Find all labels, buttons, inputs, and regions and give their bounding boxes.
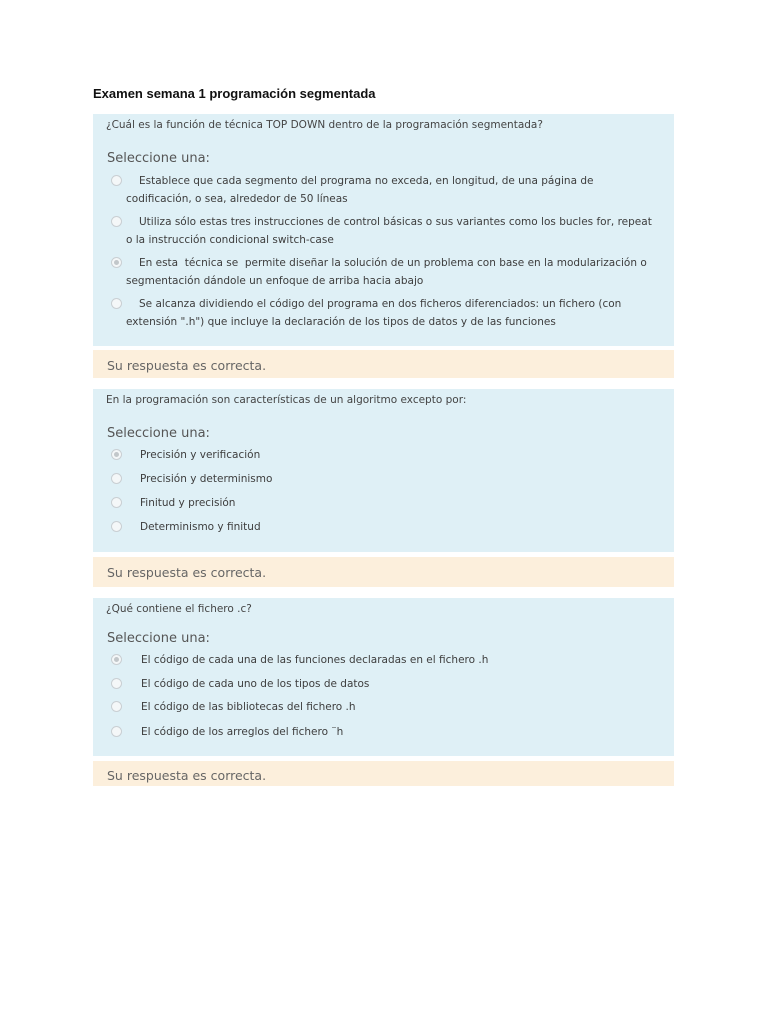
radio-button[interactable]: [111, 678, 122, 689]
radio-button-checked[interactable]: [111, 654, 122, 665]
radio-button[interactable]: [111, 175, 122, 186]
answer-option[interactable]: [111, 172, 660, 208]
option-text: El código de cada una de las funciones declaradas en el fichero .h: [141, 654, 489, 666]
question-prompt: ¿Cuál es la función de técnica TOP DOWN dentro de la programación segmentada?: [106, 119, 543, 131]
radio-button[interactable]: [111, 298, 122, 309]
question-prompt: ¿Qué contiene el fichero .c?: [106, 603, 252, 615]
radio-button-checked[interactable]: [111, 449, 122, 460]
option-text: El código de los arreglos del fichero ¨h: [141, 726, 344, 738]
feedback-text: Su respuesta es correcta.: [107, 358, 267, 373]
answer-option[interactable]: [111, 698, 660, 716]
option-text: Utiliza sólo estas tres instrucciones de control básicas o sus variantes como los bucles for, repeat o la instrucción condicional switch-case: [126, 216, 656, 246]
question-card: [93, 114, 674, 346]
radio-button[interactable]: [111, 216, 122, 227]
radio-button-checked[interactable]: [111, 257, 122, 268]
feedback-banner: [93, 761, 674, 786]
radio-button[interactable]: [111, 726, 122, 737]
answer-option[interactable]: [111, 723, 660, 741]
question-prompt: En la programación son características de un algoritmo excepto por:: [106, 394, 467, 406]
answer-option-selected[interactable]: [111, 651, 660, 669]
answer-option-selected[interactable]: [111, 446, 660, 464]
feedback-text: Su respuesta es correcta.: [107, 768, 267, 783]
option-text: Finitud y precisión: [140, 497, 236, 509]
select-label: Seleccione una:: [107, 151, 210, 166]
option-text: En esta técnica se permite diseñar la solución de un problema con base en la modularización o segmentación dándole un enfoque de arriba hacia abajo: [126, 257, 651, 287]
select-label: Seleccione una:: [107, 426, 210, 441]
answer-option[interactable]: [111, 518, 660, 536]
option-text: Se alcanza dividiendo el código del programa en dos ficheros diferenciados: un fichero (con extensión ".h") que incluye la declaración de los tipos de datos y de las funciones: [126, 298, 625, 328]
answer-option-selected[interactable]: [111, 254, 660, 290]
option-text: Determinismo y finitud: [140, 521, 261, 533]
page-title: Examen semana 1 programación segmentada: [93, 86, 376, 101]
option-text: Precisión y verificación: [140, 449, 261, 461]
answer-option[interactable]: [111, 675, 660, 693]
option-text: Establece que cada segmento del programa no exceda, en longitud, de una página de codificación, o sea, alrededor de 50 líneas: [126, 175, 597, 205]
answer-option[interactable]: [111, 295, 660, 331]
select-label: Seleccione una:: [107, 631, 210, 646]
radio-button[interactable]: [111, 701, 122, 712]
feedback-banner: [93, 350, 674, 378]
question-card: [93, 598, 674, 756]
option-text: El código de las bibliotecas del fichero .h: [141, 701, 356, 713]
answer-option[interactable]: [111, 494, 660, 512]
answer-option[interactable]: [111, 213, 660, 249]
radio-button[interactable]: [111, 521, 122, 532]
question-card: [93, 389, 674, 552]
radio-button[interactable]: [111, 473, 122, 484]
option-text: Precisión y determinismo: [140, 473, 273, 485]
radio-button[interactable]: [111, 497, 122, 508]
answer-option[interactable]: [111, 470, 660, 488]
feedback-text: Su respuesta es correcta.: [107, 565, 267, 580]
feedback-banner: [93, 557, 674, 587]
option-text: El código de cada uno de los tipos de datos: [141, 678, 370, 690]
